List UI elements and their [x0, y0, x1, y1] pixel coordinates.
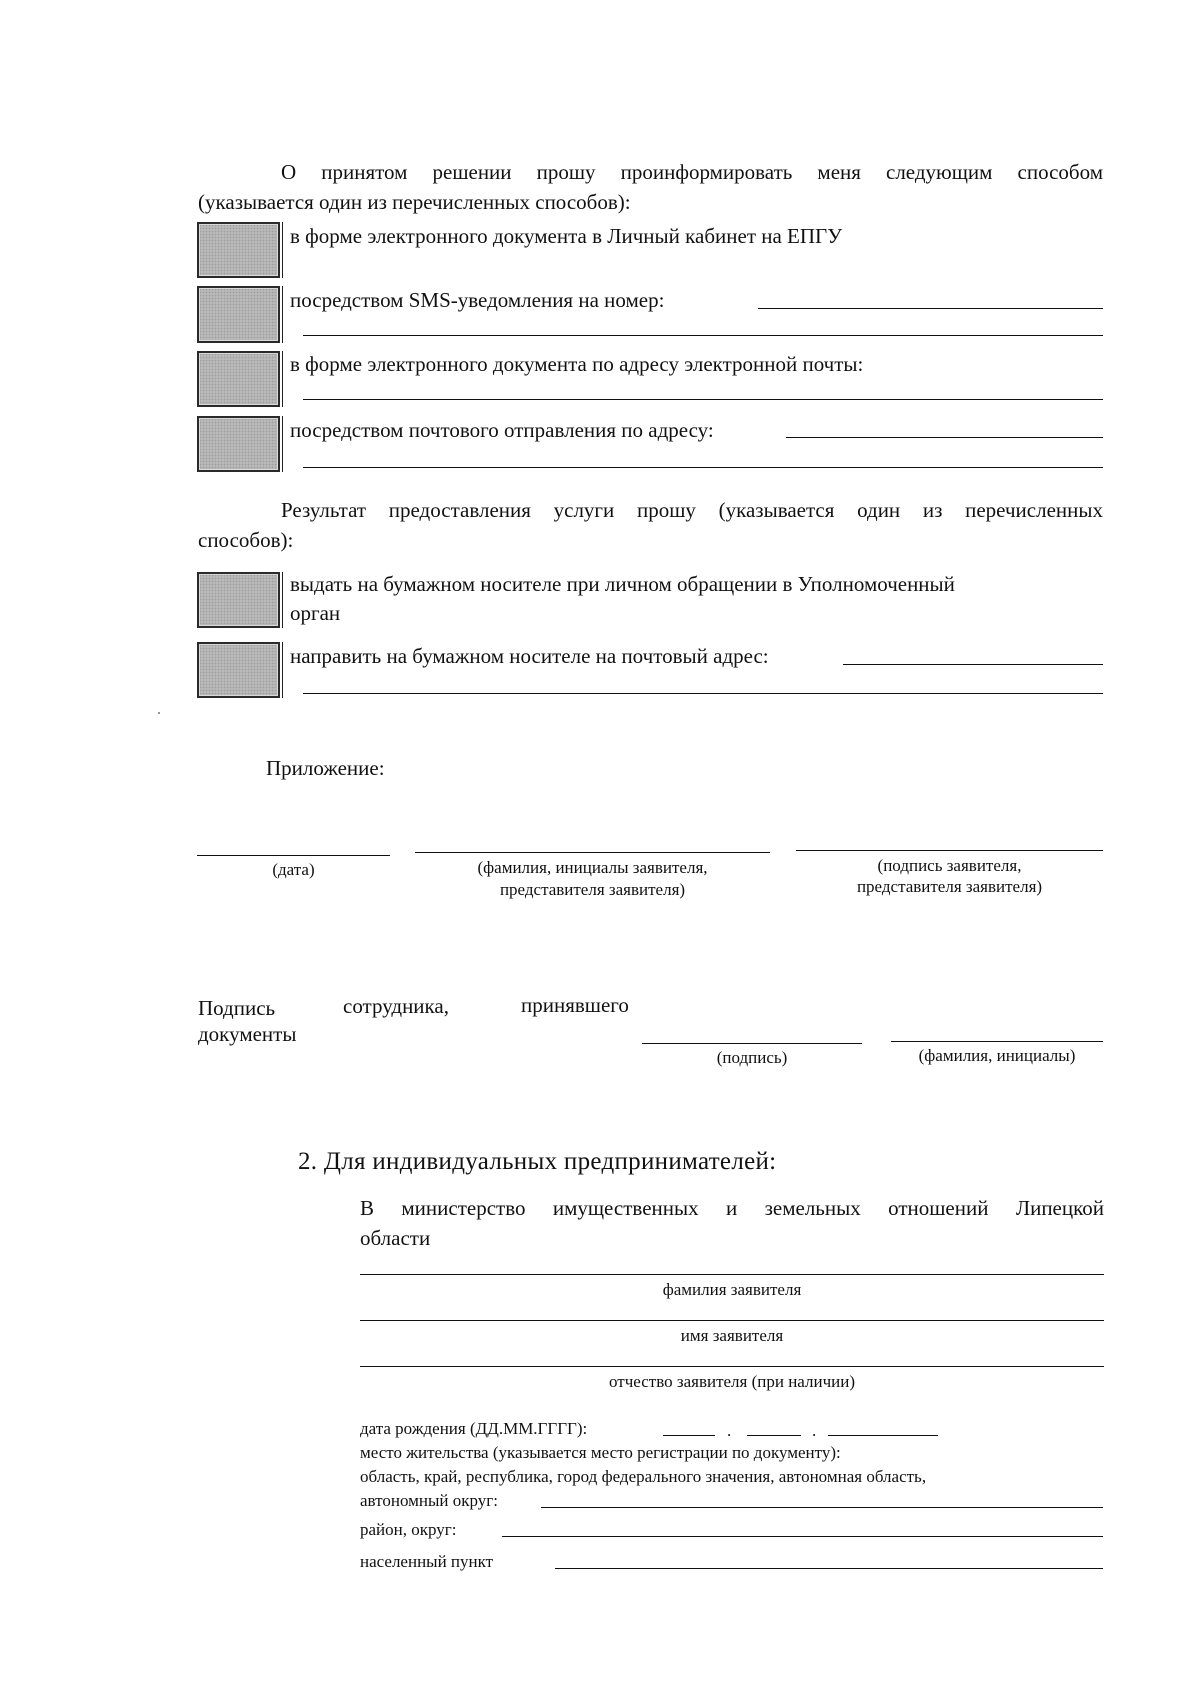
applicant-signature-caption-line1: (подпись заявителя, [877, 856, 1022, 875]
date-field[interactable] [197, 855, 390, 856]
notify-sms-label: посредством SMS-уведомления на номер: [290, 288, 665, 312]
attachment-label: Приложение: [266, 756, 385, 780]
locality-label: населенный пункт [360, 1552, 494, 1571]
patronymic-caption: отчество заявителя (при наличии) [609, 1372, 855, 1391]
checkbox-divider [282, 222, 283, 278]
name-field[interactable] [360, 1320, 1104, 1321]
result-in-person-checkbox[interactable] [197, 572, 280, 628]
sms-number-field[interactable] [758, 308, 1103, 309]
employee-label-word3: принявшего [521, 993, 629, 1017]
applicant-name-caption-line2: представителя заявителя) [499, 880, 686, 899]
result-post-address-field-cont[interactable] [303, 693, 1103, 694]
addressee-line2: области [360, 1226, 431, 1250]
date-dot: . [812, 1421, 817, 1440]
notify-epgu-label: в форме электронного документа в Личный кабинет на ЕПГУ [290, 224, 843, 248]
post-address-field[interactable] [786, 437, 1103, 438]
notify-email-checkbox[interactable] [197, 351, 280, 407]
employee-label-word1: Подпись [198, 996, 276, 1020]
notification-intro-line1: О принятом решении прошу проинформировать меня следующим способом [281, 160, 1103, 184]
applicant-signature-caption-line2: представителя заявителя) [856, 877, 1043, 896]
region-field[interactable] [541, 1507, 1103, 1508]
applicant-name-field[interactable] [415, 852, 770, 853]
region-label-line1: область, край, республика, город федерального значения, автономная область, [360, 1467, 927, 1486]
notify-epgu-checkbox[interactable] [197, 222, 280, 278]
employee-signature-caption: (подпись) [716, 1048, 788, 1067]
checkbox-divider [282, 572, 283, 628]
region-label-line2: автономный округ: [360, 1491, 498, 1510]
birth-year-field[interactable] [828, 1435, 938, 1436]
locality-field[interactable] [555, 1568, 1103, 1569]
notify-post-label: посредством почтового отправления по адресу: [290, 418, 714, 442]
result-by-post-label: направить на бумажном носителе на почтовый адрес: [290, 644, 769, 668]
notify-email-label: в форме электронного документа по адресу электронной почты: [290, 352, 864, 376]
birth-month-field[interactable] [747, 1435, 801, 1436]
employee-label-line2: документы [198, 1022, 297, 1046]
applicant-signature-field[interactable] [796, 850, 1103, 851]
addressee-line1: В министерство имущественных и земельных отношений Липецкой [360, 1196, 1104, 1220]
employee-name-caption: (фамилия, инициалы) [918, 1046, 1076, 1065]
notify-post-checkbox[interactable] [197, 416, 280, 472]
notify-sms-checkbox[interactable] [197, 286, 280, 343]
result-in-person-label-line1: выдать на бумажном носителе при личном обращении в Уполномоченный [290, 572, 955, 596]
birth-day-field[interactable] [663, 1435, 715, 1436]
surname-caption: фамилия заявителя [662, 1280, 802, 1299]
checkbox-divider [282, 642, 283, 698]
section2-heading: 2. Для индивидуальных предпринимателей: [298, 1148, 777, 1175]
checkbox-divider [282, 286, 283, 343]
employee-signature-field[interactable] [642, 1043, 862, 1044]
scan-speck [158, 712, 160, 714]
result-by-post-checkbox[interactable] [197, 642, 280, 698]
patronymic-field[interactable] [360, 1366, 1104, 1367]
checkbox-divider [282, 351, 283, 407]
residence-label: место жительства (указывается место регистрации по документу): [360, 1443, 841, 1462]
district-label: район, округ: [360, 1520, 457, 1539]
date-caption: (дата) [272, 860, 315, 879]
sms-number-field-cont[interactable] [303, 335, 1103, 336]
surname-field[interactable] [360, 1274, 1104, 1275]
email-address-field[interactable] [303, 399, 1103, 400]
birth-date-label: дата рождения (ДД.ММ.ГГГГ): [360, 1419, 588, 1438]
result-post-address-field[interactable] [843, 664, 1103, 665]
notification-intro-line2: (указывается один из перечисленных способов): [198, 190, 631, 214]
result-intro-line2: способов): [198, 528, 294, 552]
date-dot: . [727, 1421, 732, 1440]
employee-name-field[interactable] [891, 1041, 1103, 1042]
employee-label-word2: сотрудника, [343, 994, 449, 1018]
district-field[interactable] [502, 1536, 1103, 1537]
checkbox-divider [282, 416, 283, 472]
applicant-name-caption-line1: (фамилия, инициалы заявителя, [477, 858, 708, 877]
name-caption: имя заявителя [680, 1326, 784, 1345]
post-address-field-cont[interactable] [303, 467, 1103, 468]
result-in-person-label-line2: орган [290, 601, 341, 625]
result-intro-line1: Результат предоставления услуги прошу (указывается один из перечисленных [281, 498, 1103, 522]
